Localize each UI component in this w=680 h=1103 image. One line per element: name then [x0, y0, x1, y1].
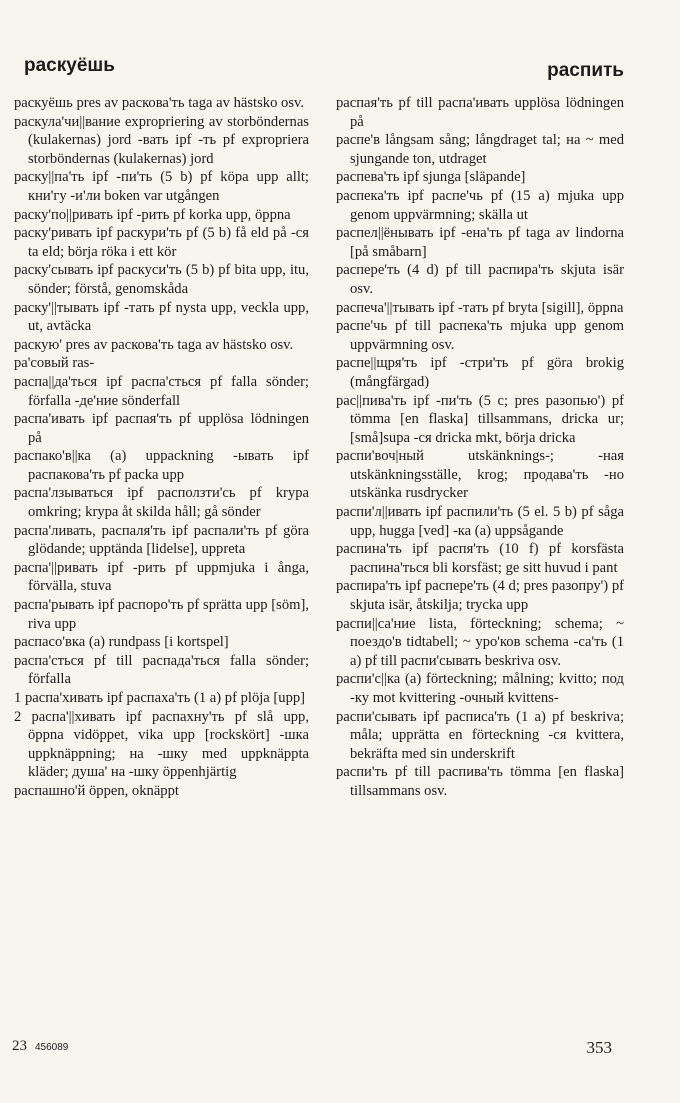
- dictionary-entry: распасо'вка (a) rundpass [i kortspel]: [14, 634, 229, 651]
- dictionary-entry: 2 распа'||хивать ipf распахну'ть pf slå upp, öppna vidöppet, vika upp [rockskört] -шка uppknäppning; на -шку med uppknäppta kläder; душа' на -шку öppenhjärtig: [14, 708, 309, 781]
- dictionary-entry: распи'ть pf till распива'ть tömma [en flaska] tillsammans osv.: [336, 764, 624, 799]
- dictionary-entry: распая'ть pf till распа'ивать upplösa lödningen på: [336, 95, 624, 130]
- right-guide-word: распить: [547, 60, 624, 81]
- dictionary-entry: распа'лзываться ipf расползти'сь pf krypa omkring; krypa åt skilda håll; gå sönder: [14, 485, 309, 521]
- dictionary-entry: распи'сывать ipf расписа'ть (1 a) pf beskriva; måla; upprätta en förteckning -ся kvittera, bekräfta med sin underskrift: [336, 708, 624, 762]
- dictionary-entry: раску||па'ть ipf -пи'ть (5 b) pf köpa upp allt; кни'гу -и'ли boken var utgången: [14, 169, 309, 204]
- dictionary-entry: распе'чь pf till распека'ть mjuka upp genom uppvärmning osv.: [336, 318, 624, 353]
- dictionary-entry: распи'воч|ный utskänknings-; -ная utskänkningsställe, krog; продава'ть -но utskänka rusdrycker: [336, 448, 624, 502]
- footer-left: [12, 1038, 68, 1055]
- dictionary-entry: ра'совый ras-: [14, 355, 95, 372]
- page-number: 353: [586, 1038, 612, 1057]
- dictionary-entry: раскула'чи||вание expropriering av storböndernas (kulakernas) jord -вать ipf -ть pf expropriera storböndernas (kulakernas) jord: [14, 113, 309, 167]
- dictionary-entry: распина'ть ipf распя'ть (10 f) pf korsfästa распина'ться bli korsfäst; ge sitt huvud i pant: [336, 541, 624, 576]
- dictionary-entry: распека'ть ipf распе'чь pf (15 a) mjuka upp genom uppvärmning; skälla ut: [336, 187, 624, 223]
- dictionary-entry: распел||ёнывать ipf -ена'ть pf taga av lindorna [på småbarn]: [336, 225, 624, 260]
- dictionary-entry: распева'ть ipf sjunga [släpande]: [336, 169, 526, 186]
- dictionary-entry: раску'по||ривать ipf -рить pf korka upp, öppna: [14, 206, 291, 223]
- dictionary-entry: распако'в||ка (a) uppackning -ывать ipf распакова'ть pf packa upp: [14, 448, 309, 483]
- dictionary-entry: распа'сться pf till распада'ться falla sönder; förfalla: [14, 652, 309, 688]
- dictionary-entry: распа'ливать, распаля'ть ipf распали'ть pf göra glödande; upptända [lidelse], uppreta: [14, 522, 309, 558]
- dictionary-entry: распе'в långsam sång; långdraget tal; на ~ med sjungande ton, utdraget: [336, 132, 624, 167]
- dictionary-entry: распа||да'ться ipf распа'сться pf falla sönder; förfalla -де'ние sönderfall: [14, 373, 309, 409]
- sheet-number: 23: [12, 1038, 27, 1054]
- dictionary-entry: распира'ть ipf распере'ть (4 d; pres разопру') pf skjuta isär, åtskilja; trycka upp: [336, 578, 624, 614]
- dictionary-entry: распере'ть (4 d) pf till распира'ть skjuta isär osv.: [336, 262, 624, 297]
- dictionary-entry: рас||пива'ть ipf -пи'ть (5 c; pres разопью') pf tömma [en flaska] tillsammans, dricka ur; [små]supa -ся dricka mkt, börja dricka: [336, 392, 624, 446]
- dictionary-entry: распе||щря'ть ipf -стри'ть pf göra brokig (mångfärgad): [336, 355, 624, 390]
- dictionary-entry: раску'сывать ipf раскуси'ть (5 b) pf bita upp, itu, sönder; förstå, genomskåda: [14, 262, 309, 297]
- dictionary-entry: раску'||тывать ipf -тать pf nysta upp, veckla upp, ut, avtäcka: [14, 299, 309, 335]
- dictionary-entry: распа'рывать ipf распоро'ть pf sprätta upp [söm], riva upp: [14, 597, 309, 632]
- dictionary-entry: распа'||ривать ipf -рить pf uppmjuka i ånga, förvälla, stuva: [14, 559, 309, 595]
- dictionary-entry: распи||са'ние lista, förteckning; schema; ~ поездо'в tidtabell; ~ уро'ков schema -са'ть (1 a) pf till распи'сывать beskriva osv.: [336, 615, 624, 669]
- left-column: [14, 94, 309, 801]
- dictionary-entry: распашно'й öppen, oknäppt: [14, 782, 179, 799]
- dictionary-entry: раскую' pres av раскова'ть taga av hästsko osv.: [14, 336, 294, 353]
- dictionary-entry: распи'с||ка (a) förteckning; målning; kvitto; под -ку mot kvittering -очный kvittens-: [336, 671, 624, 706]
- dictionary-entry: распа'ивать ipf распая'ть pf upplösa lödningen på: [14, 411, 309, 446]
- printer-signature: 456089: [35, 1042, 69, 1053]
- left-guide-word: раскуёшь: [24, 55, 115, 76]
- dictionary-entry: 1 распа'хивать ipf распаха'ть (1 a) pf plöja [upp]: [14, 690, 306, 706]
- dictionary-entry: распи'л||ивать ipf распили'ть (5 el. 5 b) pf såga upp, hugga [ved] -ка (a) uppsågande: [336, 504, 624, 539]
- dictionary-entry: распеча'||тывать ipf -тать pf bryta [sigill], öppna: [336, 299, 624, 316]
- right-column: [336, 94, 624, 801]
- dictionary-entry: раску'ривать ipf раскури'ть pf (5 b) få eld på -ся ta eld; börja röka i ett kör: [14, 225, 309, 260]
- dictionary-entry: раскуёшь pres av раскова'ть taga av hästsko osv.: [14, 95, 304, 111]
